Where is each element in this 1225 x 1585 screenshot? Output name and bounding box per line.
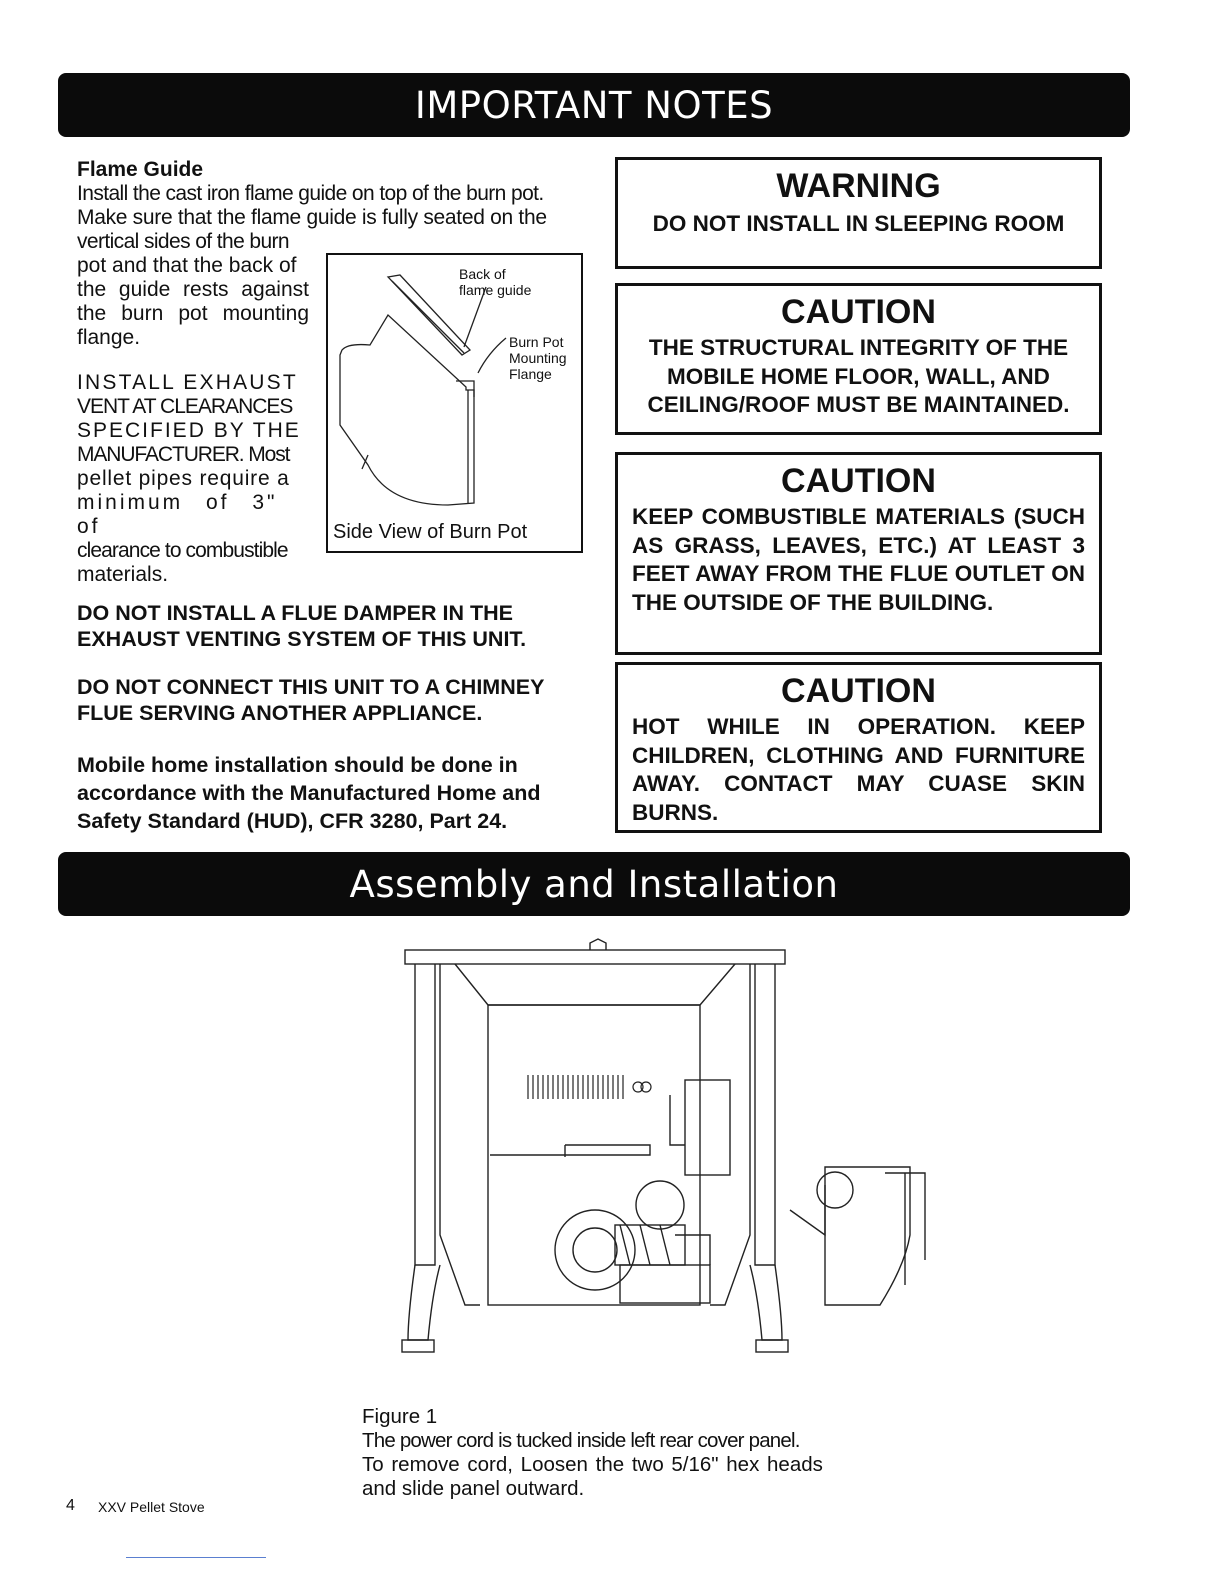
exhaust-line: MANUFACTURER. Most [77,443,290,466]
caution-hot-box [615,662,1102,833]
burn-pot-caption: Side View of Burn Pot [333,521,528,543]
caution-title: CAUTION [781,672,936,710]
caution-title: CAUTION [781,462,936,500]
narrow-line: the guide rests against [77,278,309,301]
exhaust-line: materials. [77,563,169,586]
label-flame-guide: flame guide [459,282,532,298]
assembly-heading: Assembly and Installation [349,862,839,906]
important-notes-banner [58,73,1130,137]
label-mounting: Mounting [509,350,567,366]
exhaust-line: clearance to combustible [77,539,288,562]
flame-guide-line-1: Install the cast iron flame guide on top of the burn pot. [77,182,544,205]
footer-rule [126,1557,266,1558]
exhaust-clearance-text [77,371,309,587]
exhaust-line: VENT AT CLEARANCES [77,395,293,418]
chimney-note: DO NOT CONNECT THIS UNIT TO A CHIMNEY FLUE SERVING ANOTHER APPLIANCE. [77,675,545,725]
mobile-home-note: Mobile home installation should be done in accordance with the Manufactured Home and Safety Standard (HUD), CFR 3280, Part 24. [77,753,541,833]
flame-guide-narrow-text [77,230,309,350]
label-burn-pot: Burn Pot [509,334,564,350]
caution-hot-text: HOT WHILE IN OPERATION. KEEP CHILDREN, CLOTHING AND FURNITURE AWAY. CONTACT MAY CUASE SKIN BURNS. [632,714,1085,825]
figure-1-line-2: To remove cord, Loosen the two 5/16" hex heads [362,1453,823,1476]
narrow-line: the burn pot mounting [77,302,309,325]
narrow-line: pot and that the back of [77,254,297,277]
important-notes-heading: IMPORTANT NOTES [414,83,774,127]
footer-title: XXV Pellet Stove [98,1499,205,1515]
exhaust-line: minimum of 3" of [77,491,278,538]
narrow-line: vertical sides of the burn [77,230,290,253]
exhaust-line: pellet pipes require a [77,467,290,490]
label-back-of: Back of [459,266,506,282]
caution-combustibles-text: KEEP COMBUSTIBLE MATERIALS (SUCH AS GRASS, LEAVES, ETC.) AT LEAST 3 FEET AWAY FROM THE FLUE OUTLET ON THE OUTSIDE OF THE BUILDING. [632,504,1085,615]
figure-1-label: Figure 1 [362,1405,438,1428]
flue-damper-note: DO NOT INSTALL A FLUE DAMPER IN THE EXHAUST VENTING SYSTEM OF THIS UNIT. [77,601,527,651]
caution-structural-text: THE STRUCTURAL INTEGRITY OF THE MOBILE HOME FLOOR, WALL, AND CEILING/ROOF MUST BE MAINTAINED. [647,335,1070,417]
figure-1-line-1: The power cord is tucked inside left rear cover panel. [362,1429,800,1452]
stove-rear-view-drawing [380,935,940,1365]
caution-combustibles-box [615,452,1102,655]
page-number: 4 [66,1497,75,1514]
flame-guide-heading: Flame Guide [77,158,204,181]
exhaust-line: SPECIFIED BY THE [77,419,301,442]
warning-title: WARNING [776,167,941,205]
figure-1-line-3: and slide panel outward. [362,1477,585,1500]
label-flange: Flange [509,366,552,382]
exhaust-line: INSTALL EXHAUST [77,371,298,394]
caution-structural-box [615,283,1102,435]
flame-guide-line-2: Make sure that the flame guide is fully seated on the [77,206,547,229]
warning-text: DO NOT INSTALL IN SLEEPING ROOM [652,211,1065,236]
burn-pot-figure [326,253,583,553]
assembly-banner [58,852,1130,916]
warning-box [615,157,1102,269]
burn-pot-side-view-drawing [328,255,581,551]
caution-title: CAUTION [781,293,936,331]
narrow-line: flange. [77,326,141,349]
